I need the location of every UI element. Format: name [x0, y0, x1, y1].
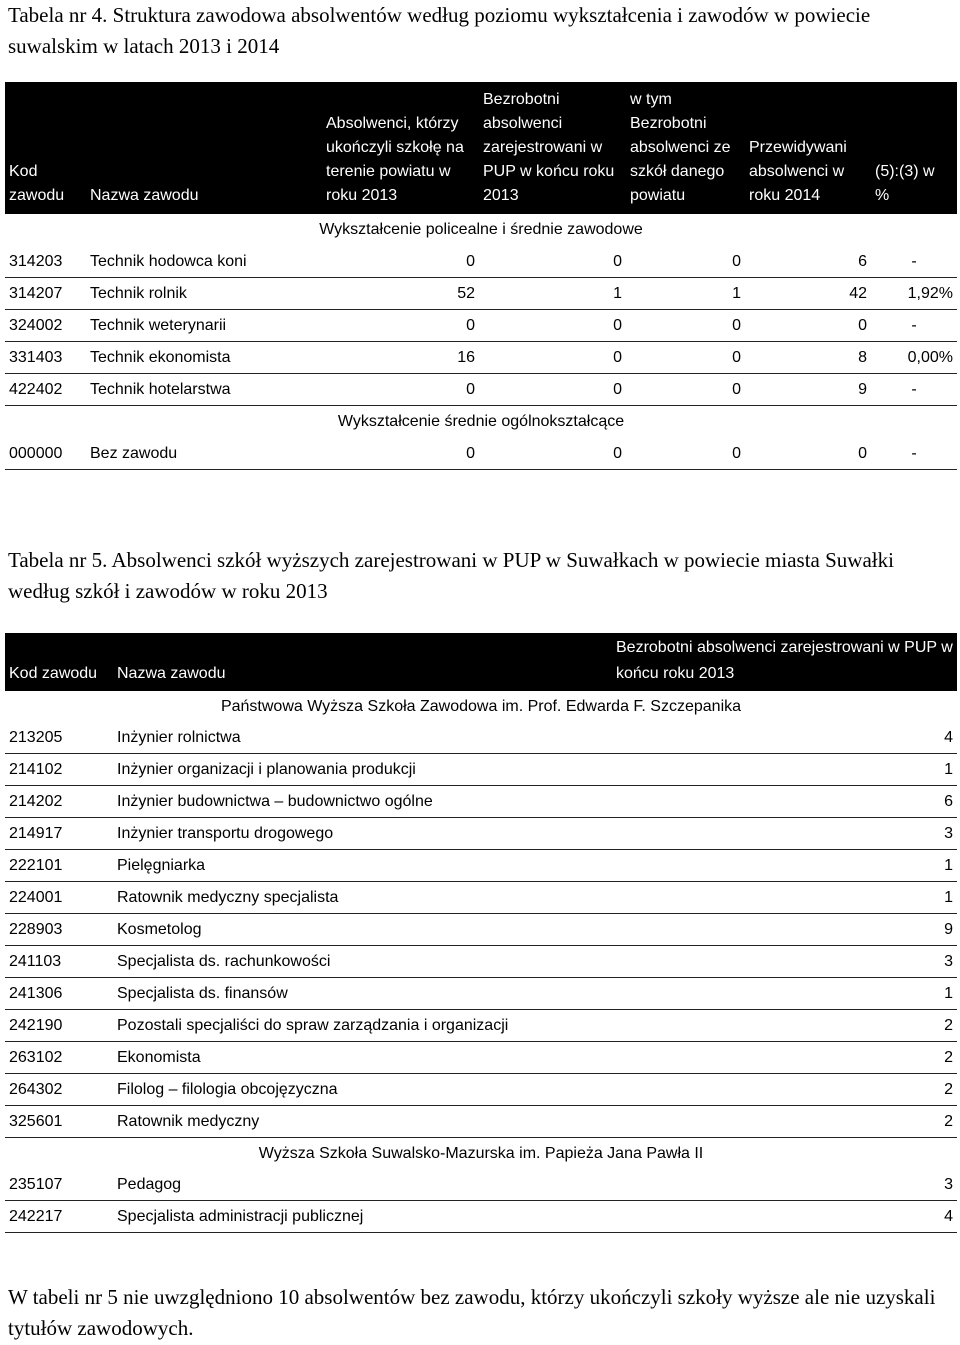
table-row [5, 342, 957, 374]
table-row [5, 914, 957, 946]
cell-name: Specjalista administracji publicznej [113, 1201, 612, 1233]
cell-code: 314203 [5, 246, 86, 278]
section-label: Wyższa Szkoła Suwalsko-Mazurska im. Papieża Jana Pawła II [258, 1144, 704, 1162]
cell-name: Filolog – filologia obcojęzyczna [113, 1074, 612, 1106]
cell-name: Inżynier organizacji i planowania produkcji [113, 754, 612, 786]
cell-name: Specjalista ds. finansów [113, 978, 612, 1010]
cell-name: Technik hodowca koni [86, 246, 322, 278]
table-row [5, 946, 957, 978]
cell-forecast: 0 [745, 310, 871, 342]
cell-ratio: - [871, 438, 957, 470]
cell-graduates: 0 [322, 246, 479, 278]
header-name: Nazwa zawodu [117, 665, 226, 682]
cell-graduates: 0 [322, 310, 479, 342]
table5-caption: Tabela nr 5. Absolwenci szkół wyższych zarejestrowani w PUP w Suwałkach w powiecie miasta Suwałki według szkół i zawodów w roku 2013 [8, 548, 894, 603]
cell-unemployed: 0 [479, 342, 626, 374]
cell-unemployed: 0 [479, 310, 626, 342]
cell-value: 6 [612, 786, 957, 818]
cell-forecast: 9 [745, 374, 871, 406]
cell-code: 264302 [5, 1074, 113, 1106]
table-row [5, 1106, 957, 1138]
cell-unemployed-local: 0 [626, 438, 745, 470]
cell-unemployed-local: 0 [626, 310, 745, 342]
table-row [5, 754, 957, 786]
header-unemployed: Bezrobotni absolwenci zarejestrowani w PUP w końcu roku 2013 [483, 91, 615, 204]
section-row [5, 214, 957, 246]
cell-graduates: 52 [322, 278, 479, 310]
section-label: Państwowa Wyższa Szkoła Zawodowa im. Prof. Edwarda F. Szczepanika [220, 697, 742, 715]
cell-name: Technik hotelarstwa [86, 374, 322, 406]
cell-ratio: - [871, 246, 957, 278]
cell-name: Bez zawodu [86, 438, 322, 470]
table4-body [5, 214, 957, 470]
table-row [5, 882, 957, 914]
section-row [5, 406, 957, 439]
header-forecast: Przewidywani absolwenci w roku 2014 [749, 139, 847, 204]
cell-forecast: 8 [745, 342, 871, 374]
cell-value: 1 [612, 882, 957, 914]
cell-forecast: 6 [745, 246, 871, 278]
cell-code: 214102 [5, 754, 113, 786]
cell-code: 000000 [5, 438, 86, 470]
section-row [5, 1138, 957, 1170]
table-row [5, 374, 957, 406]
cell-code: 241103 [5, 946, 113, 978]
section-label: Wykształcenie policealne i średnie zawodowe [319, 221, 643, 238]
table-row [5, 1074, 957, 1106]
cell-unemployed-local: 0 [626, 246, 745, 278]
cell-graduates: 0 [322, 438, 479, 470]
header-code: Kod zawodu [9, 163, 65, 204]
cell-forecast: 42 [745, 278, 871, 310]
cell-unemployed-local: 1 [626, 278, 745, 310]
table-row [5, 246, 957, 278]
cell-name: Technik weterynarii [86, 310, 322, 342]
cell-code: 224001 [5, 882, 113, 914]
cell-ratio: - [871, 310, 957, 342]
cell-code: 263102 [5, 1042, 113, 1074]
table-row [5, 786, 957, 818]
cell-name: Specjalista ds. rachunkowości [113, 946, 612, 978]
table5 [5, 633, 957, 1233]
section-row [5, 691, 957, 722]
cell-value: 1 [612, 754, 957, 786]
cell-unemployed: 0 [479, 438, 626, 470]
cell-name: Technik rolnik [86, 278, 322, 310]
cell-name: Pedagog [113, 1169, 612, 1201]
table5-header-row [5, 633, 957, 691]
table4-caption: Tabela nr 4. Struktura zawodowa absolwentów według poziomu wykształcenia i zawodów w powiecie suwalskim w latach 2013 i 2014 [8, 3, 871, 58]
cell-name: Ratownik medyczny [113, 1106, 612, 1138]
cell-name: Pozostali specjaliści do spraw zarządzania i organizacji [113, 1010, 612, 1042]
cell-name: Inżynier rolnictwa [113, 722, 612, 754]
table-row [5, 1201, 957, 1233]
cell-name: Inżynier budownictwa – budownictwo ogólne [113, 786, 612, 818]
cell-name: Technik ekonomista [86, 342, 322, 374]
cell-unemployed: 1 [479, 278, 626, 310]
table4-header-row [5, 82, 957, 214]
cell-value: 2 [612, 1074, 957, 1106]
section-label: Wykształcenie średnie ogólnokształcące [337, 413, 625, 430]
cell-value: 9 [612, 914, 957, 946]
table5-body [5, 691, 957, 1233]
table-row [5, 310, 957, 342]
cell-code: 331403 [5, 342, 86, 374]
cell-value: 4 [612, 1201, 957, 1233]
cell-graduates: 0 [322, 374, 479, 406]
cell-value: 1 [612, 850, 957, 882]
table-row [5, 1169, 957, 1201]
cell-ratio: 1,92% [871, 278, 957, 310]
cell-code: 235107 [5, 1169, 113, 1201]
cell-code: 422402 [5, 374, 86, 406]
cell-name: Pielęgniarka [113, 850, 612, 882]
table-row [5, 722, 957, 754]
cell-value: 2 [612, 1106, 957, 1138]
cell-ratio: 0,00% [871, 342, 957, 374]
cell-unemployed-local: 0 [626, 342, 745, 374]
cell-unemployed-local: 0 [626, 374, 745, 406]
cell-code: 214917 [5, 818, 113, 850]
cell-ratio: - [871, 374, 957, 406]
footnote: W tabeli nr 5 nie uwzględniono 10 absolwentów bez zawodu, którzy ukończyli szkoły wyższe ale nie uzyskali tytułów zawodowych. [8, 1285, 936, 1340]
header-unemployed: Bezrobotni absolwenci zarejestrowani w PUP w końcu roku 2013 [616, 639, 953, 682]
cell-value: 3 [612, 946, 957, 978]
cell-unemployed: 0 [479, 246, 626, 278]
cell-code: 242217 [5, 1201, 113, 1233]
header-name: Nazwa zawodu [90, 187, 199, 204]
table-row [5, 1010, 957, 1042]
cell-code: 228903 [5, 914, 113, 946]
cell-code: 213205 [5, 722, 113, 754]
table-row [5, 438, 957, 470]
cell-name: Ratownik medyczny specjalista [113, 882, 612, 914]
cell-value: 1 [612, 978, 957, 1010]
cell-forecast: 0 [745, 438, 871, 470]
cell-value: 4 [612, 722, 957, 754]
table4 [5, 82, 957, 470]
cell-code: 324002 [5, 310, 86, 342]
table-row [5, 978, 957, 1010]
table-row [5, 850, 957, 882]
table-row [5, 818, 957, 850]
cell-code: 214202 [5, 786, 113, 818]
cell-code: 325601 [5, 1106, 113, 1138]
cell-unemployed: 0 [479, 374, 626, 406]
cell-code: 222101 [5, 850, 113, 882]
cell-name: Ekonomista [113, 1042, 612, 1074]
cell-name: Inżynier transportu drogowego [113, 818, 612, 850]
table-row [5, 278, 957, 310]
header-unemployed-local: w tym Bezrobotni absolwenci ze szkół danego powiatu [630, 91, 731, 204]
cell-code: 241306 [5, 978, 113, 1010]
header-ratio: (5):(3) w % [875, 163, 935, 204]
header-code: Kod zawodu [9, 665, 98, 682]
cell-graduates: 16 [322, 342, 479, 374]
table-row [5, 1042, 957, 1074]
cell-code: 314207 [5, 278, 86, 310]
cell-value: 3 [612, 1169, 957, 1201]
cell-name: Kosmetolog [113, 914, 612, 946]
cell-value: 2 [612, 1010, 957, 1042]
cell-value: 3 [612, 818, 957, 850]
cell-code: 242190 [5, 1010, 113, 1042]
header-graduates: Absolwenci, którzy ukończyli szkołę na terenie powiatu w roku 2013 [326, 115, 464, 204]
cell-value: 2 [612, 1042, 957, 1074]
